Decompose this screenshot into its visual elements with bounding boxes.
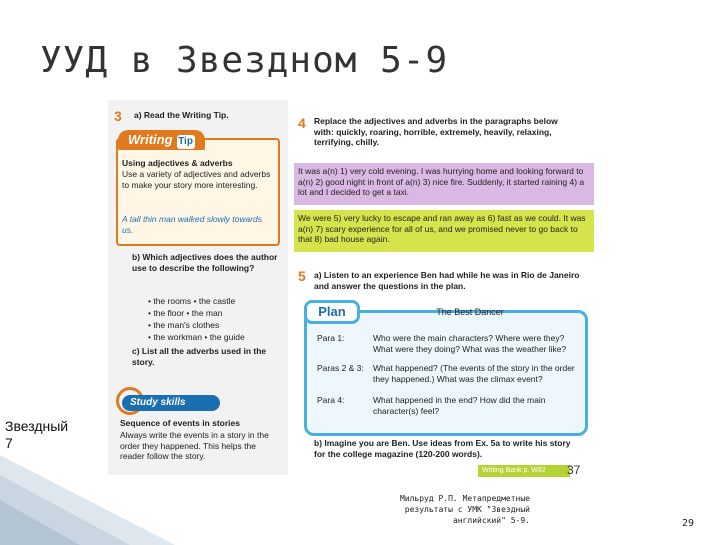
plan-box — [304, 310, 588, 436]
exercise-5b: b) Imagine you are Ben. Use ideas from Ex. 5a to write his story for the college magazine (120-200 words). — [314, 438, 571, 459]
plan-tab: Plan — [304, 300, 360, 324]
writing-tip-tab — [118, 130, 205, 150]
workbook-reference: Writing Bank p. W82 — [478, 465, 570, 477]
credit-line-3: английский" 5-9. — [452, 516, 530, 525]
plan-row-1-text: Who were the main characters? Where were they? What were they doing? What was the weather like? — [373, 333, 567, 354]
plan-row-2-text: What happened? (The events of the story in the order they happened.) What was the climax event? — [373, 363, 575, 384]
exercise-4-instruction: Replace the adjectives and adverbs in the paragraphs below with: quickly, roaring, horrible, extremely, heavily, relaxing, terrifying, chilly. — [314, 116, 558, 147]
exercise-5a: a) Listen to an experience Ben had while he was in Rio de Janeiro and answer the questions in the plan. — [314, 270, 580, 291]
exercise-3b: b) Which adjectives does the author use to describe the following? — [132, 252, 278, 273]
credit-line-1: Мильруд Р.П. Метапредметные — [399, 494, 530, 503]
tip-body: Use a variety of adjectives and adverbs to make your story more interesting. — [122, 169, 271, 190]
exercise-3-number: 3 — [114, 108, 122, 124]
study-heading: Sequence of events in stories — [120, 418, 240, 428]
textbook-page — [108, 100, 598, 475]
credit-line-2: результаты с УМК "Звездный — [404, 505, 530, 514]
paragraph-purple — [294, 163, 594, 205]
left-column — [108, 100, 288, 475]
exercise-3b-items-4: • the workman • the guide — [148, 332, 245, 342]
exercise-4-number: 4 — [298, 115, 306, 131]
tip-badge: Tip — [178, 136, 193, 147]
writing-tip-box — [116, 138, 280, 246]
study-skills-tab: Study skills — [122, 395, 220, 411]
tip-heading: Using adjectives & adverbs — [122, 158, 233, 168]
writing-tip-label: Writing — [128, 132, 173, 147]
exercise-3c: c) List all the adverbs used in the story. — [132, 346, 267, 367]
paragraph-green — [294, 210, 594, 252]
side-label-line-1: Звездный — [5, 418, 69, 434]
plan-row-3-label: Para 4: — [317, 395, 345, 405]
exercise-3a: a) Read the Writing Tip. — [134, 110, 229, 120]
plan-row-1-label: Para 1: — [317, 333, 345, 343]
study-body: Always write the events in a story in the order they happened. This helps the reader follow the story. — [120, 430, 269, 461]
exercise-3b-items-1: • the rooms • the castle — [148, 296, 236, 306]
plan-row-3-text: What happened in the end? How did the main character(s) feel? — [373, 395, 546, 416]
slide-title: УУД в Звездном 5-9 — [40, 40, 449, 81]
right-column — [290, 100, 598, 475]
source-credit — [355, 493, 530, 526]
exercise-3b-items-2: • the floor • the man — [148, 308, 223, 318]
plan-title: The Best Dancer — [436, 307, 504, 317]
exercise-3b-items-3: • the man's clothes — [148, 320, 220, 330]
paragraph-2-text: We were 5) very lucky to escape and ran away as 6) fast as we could. It was a(n) 7) scary experience for all of us, and we promised never to go back to that 8) bad house again. — [298, 213, 586, 244]
paragraph-1-text: It was a(n) 1) very cold evening. I was hurrying home and looking forward to a(n) 2) good night in front of a(n) 3) nice fire. Suddenly, it started raining 4) a lot and I decided to get a taxi. — [298, 166, 585, 197]
slide-number: 29 — [682, 518, 695, 529]
book-page-number: 37 — [567, 463, 581, 477]
exercise-5-number: 5 — [298, 268, 306, 284]
side-label — [5, 418, 68, 452]
plan-row-2-label: Paras 2 & 3: — [317, 363, 364, 373]
tip-example: A tall thin man walked slowly towards us. — [122, 214, 262, 235]
side-label-line-2: 7 — [5, 435, 13, 451]
